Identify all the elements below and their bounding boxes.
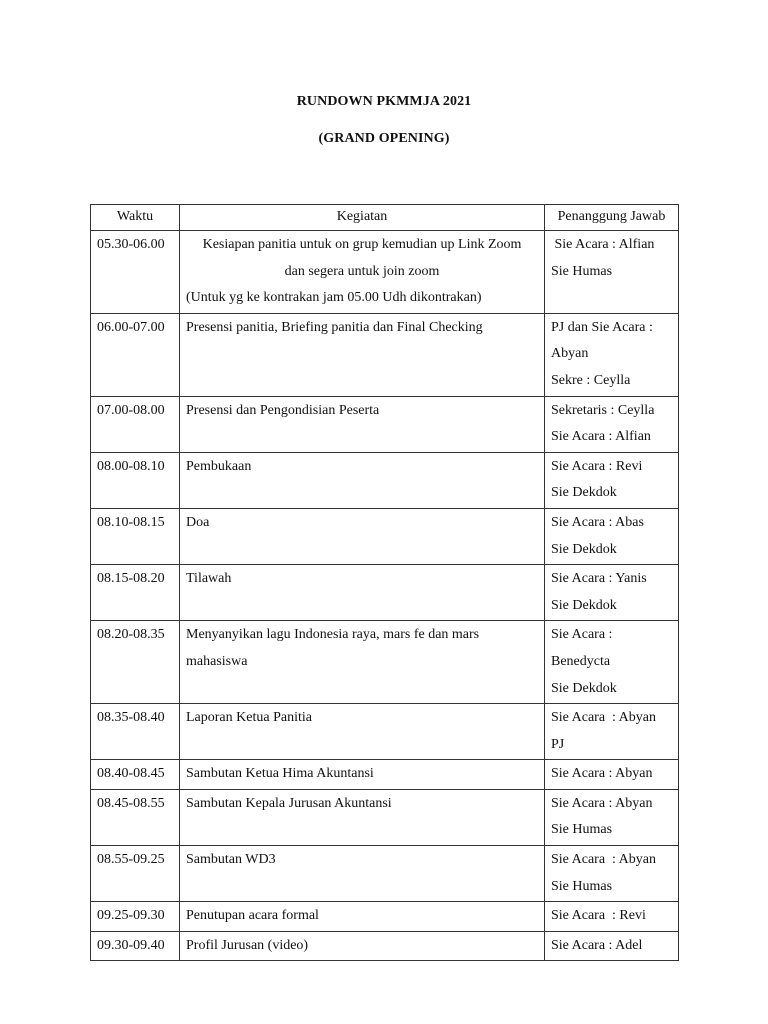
activity-line: Pembukaan xyxy=(186,458,252,474)
pic-line: Sie Acara : Yanis xyxy=(551,571,647,587)
activity-cell xyxy=(180,231,545,314)
activity-cell xyxy=(180,565,545,621)
pic-line: PJ xyxy=(551,736,565,752)
pic-line: Sie Acara : Abyan xyxy=(551,710,656,726)
activity-cell xyxy=(180,704,545,760)
header-penanggung-jawab: Penanggung Jawab xyxy=(545,205,679,231)
activity-line: dan segera untuk join zoom xyxy=(284,263,440,279)
table-row xyxy=(91,760,679,790)
table-row xyxy=(91,313,679,396)
pic-cell xyxy=(545,452,679,508)
activity-line: Sambutan Kepala Jurusan Akuntansi xyxy=(186,795,392,811)
activity-line: (Untuk yg ke kontrakan jam 05.00 Udh dikontrakan) xyxy=(186,290,482,306)
table-row xyxy=(91,508,679,564)
table-row xyxy=(91,931,679,961)
pic-line: Sie Acara : Revi xyxy=(551,458,643,474)
pic-line: Sie Acara : Abyan xyxy=(551,852,656,868)
time-cell: 05.30-06.00 xyxy=(91,231,180,314)
document-title: RUNDOWN PKMMJA 2021 xyxy=(296,94,472,109)
table-row xyxy=(91,704,679,760)
activity-line: Laporan Ketua Panitia xyxy=(186,710,312,726)
table-body xyxy=(91,231,679,961)
pic-line: Sie Dekdok xyxy=(551,541,617,557)
activity-cell xyxy=(180,508,545,564)
activity-line: Sambutan WD3 xyxy=(186,852,276,868)
pic-line: Sie Acara : Alfian xyxy=(551,429,651,445)
activity-cell xyxy=(180,789,545,845)
pic-line: Sie Acara : Alfian xyxy=(551,237,655,252)
activity-line: Doa xyxy=(186,514,210,530)
table-row xyxy=(91,396,679,452)
activity-line: Tilawah xyxy=(186,571,232,587)
activity-line: Presensi panitia, Briefing panitia dan Final Checking xyxy=(186,319,483,335)
activity-cell xyxy=(180,846,545,902)
activity-line: mahasiswa xyxy=(186,653,248,669)
pic-line: Sie Dekdok xyxy=(551,597,617,613)
activity-cell xyxy=(180,621,545,704)
pic-cell xyxy=(545,760,679,790)
table-row xyxy=(91,846,679,902)
pic-line: Benedycta xyxy=(551,653,611,669)
pic-cell xyxy=(545,231,679,314)
activity-line: Kesiapan panitia untuk on grup kemudian up Link Zoom xyxy=(202,237,522,252)
activity-cell xyxy=(180,313,545,396)
pic-cell xyxy=(545,621,679,704)
rundown-table xyxy=(90,204,679,961)
table-row xyxy=(91,789,679,845)
table-row xyxy=(91,452,679,508)
document-subtitle: (GRAND OPENING) xyxy=(318,131,450,146)
pic-line: Sie Humas xyxy=(551,878,613,894)
time-cell: 08.10-08.15 xyxy=(91,508,180,564)
pic-line: Sie Dekdok xyxy=(551,485,617,501)
activity-line: Menyanyikan lagu Indonesia raya, mars fe dan mars xyxy=(186,627,480,643)
header-kegiatan: Kegiatan xyxy=(180,205,545,231)
pic-line: Sie Acara : Adel xyxy=(551,937,643,953)
pic-cell xyxy=(545,313,679,396)
time-cell: 08.00-08.10 xyxy=(91,452,180,508)
activity-cell xyxy=(180,452,545,508)
activity-line: Penutupan acara formal xyxy=(186,908,319,924)
table-row xyxy=(91,902,679,932)
time-cell: 08.40-08.45 xyxy=(91,760,180,790)
pic-line: PJ dan Sie Acara : xyxy=(551,319,653,335)
table-row xyxy=(91,621,679,704)
time-cell: 08.55-09.25 xyxy=(91,846,180,902)
pic-line: Sie Acara : Revi xyxy=(551,908,646,924)
pic-line: Sie Acara : Abyan xyxy=(551,766,653,782)
activity-line: Sambutan Ketua Hima Akuntansi xyxy=(186,766,374,782)
pic-line: Sekre : Ceylla xyxy=(551,372,631,388)
pic-line: Sie Humas xyxy=(551,263,613,279)
header-row xyxy=(91,205,679,231)
table-header xyxy=(91,205,679,231)
activity-cell xyxy=(180,760,545,790)
table-row xyxy=(91,231,679,314)
pic-cell xyxy=(545,508,679,564)
pic-cell xyxy=(545,704,679,760)
activity-line: Presensi dan Pengondisian Peserta xyxy=(186,402,380,418)
pic-cell xyxy=(545,789,679,845)
time-cell: 08.20-08.35 xyxy=(91,621,180,704)
time-cell: 09.25-09.30 xyxy=(91,902,180,932)
time-cell: 08.45-08.55 xyxy=(91,789,180,845)
pic-cell xyxy=(545,565,679,621)
header-waktu: Waktu xyxy=(91,205,180,231)
pic-line: Sie Humas xyxy=(551,822,613,838)
activity-line: Profil Jurusan (video) xyxy=(186,937,309,953)
time-cell: 08.15-08.20 xyxy=(91,565,180,621)
activity-cell xyxy=(180,931,545,961)
time-cell: 09.30-09.40 xyxy=(91,931,180,961)
pic-line: Sie Acara : Abyan xyxy=(551,795,653,811)
time-cell: 08.35-08.40 xyxy=(91,704,180,760)
pic-cell xyxy=(545,396,679,452)
table-row xyxy=(91,565,679,621)
pic-line: Sekretaris : Ceylla xyxy=(551,402,655,418)
pic-line: Sie Acara : Abas xyxy=(551,514,644,530)
time-cell: 06.00-07.00 xyxy=(91,313,180,396)
pic-cell xyxy=(545,931,679,961)
pic-line: Sie Dekdok xyxy=(551,680,617,696)
activity-cell xyxy=(180,396,545,452)
pic-cell xyxy=(545,846,679,902)
pic-cell xyxy=(545,902,679,932)
pic-line: Abyan xyxy=(551,346,589,362)
time-cell: 07.00-08.00 xyxy=(91,396,180,452)
activity-cell xyxy=(180,902,545,932)
pic-line: Sie Acara : xyxy=(551,627,613,643)
